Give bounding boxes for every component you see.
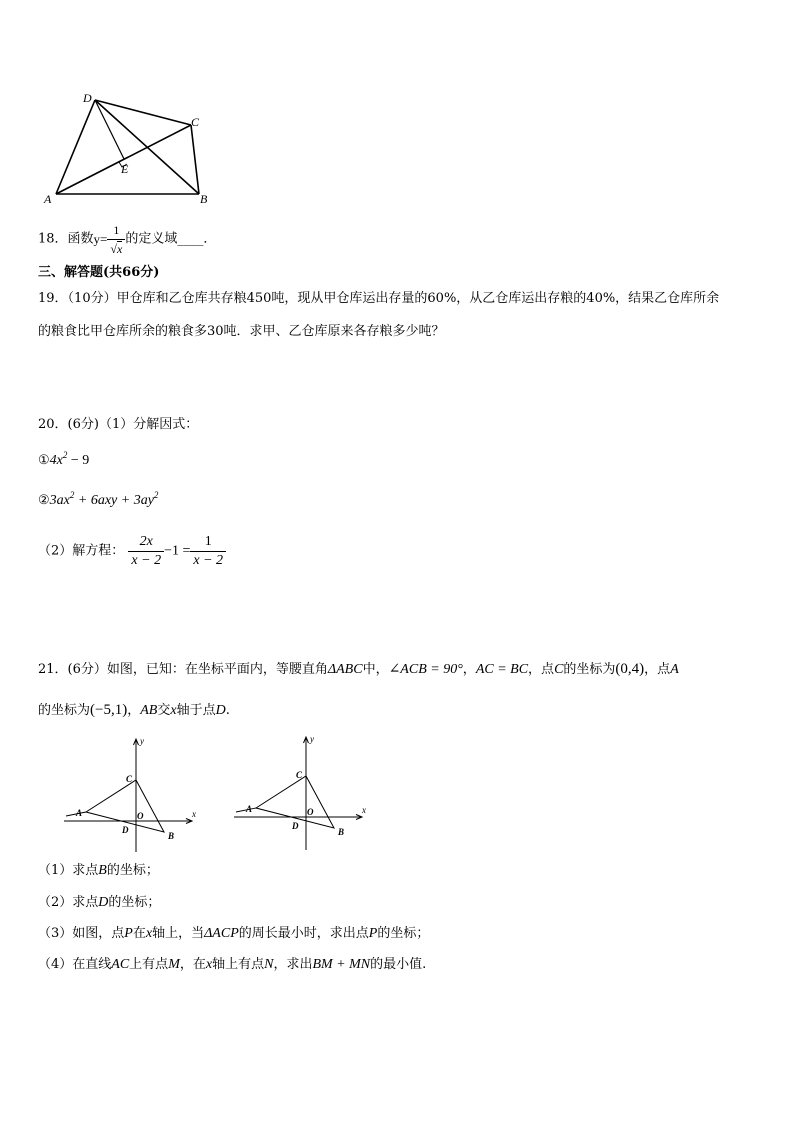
q21-text-e: ，点	[644, 662, 671, 677]
fig2-label-b: B	[168, 831, 175, 841]
q21-text-a: 21．(6分）如图，已知：在坐标平面内，等腰直角	[38, 662, 328, 677]
q21-text-i: 轴于点	[176, 703, 216, 718]
fig3-label-a: A	[246, 804, 253, 814]
q20-item2-mark: ②	[38, 493, 50, 508]
q20-frac2-num: 1	[190, 534, 226, 552]
q21-text-b: 中，	[362, 662, 389, 677]
subq3-x: x	[145, 926, 153, 941]
subq1-point-b: B	[98, 863, 107, 878]
q21-point-a: A	[670, 662, 679, 677]
q20-item1-b: − 9	[67, 453, 90, 468]
q20-item2-a: 3ax	[49, 493, 70, 508]
q21-line2	[38, 701, 230, 720]
q20-item1-a: 4x	[49, 453, 63, 468]
fig1-label-b: B	[200, 192, 208, 206]
q20-item1-mark: ①	[38, 453, 50, 468]
q20-part2-label: （2）解方程：	[38, 543, 125, 559]
fig3-label-b: B	[338, 827, 345, 837]
subq3-text-c: 轴上，当	[152, 926, 205, 941]
fig2-label-o: O	[137, 811, 144, 821]
subq4-point-n: N	[264, 957, 274, 972]
subq3-text-b: 在	[132, 926, 146, 941]
figure-coordinate-1	[60, 734, 210, 854]
fig1-label-d: D	[83, 91, 92, 105]
fig3-label-o: O	[307, 807, 314, 817]
fig1-label-e: E	[121, 162, 129, 176]
q21-angle: ∠ACB = 90°	[388, 662, 463, 677]
fig2-label-a: A	[76, 808, 83, 818]
fig2-label-c: C	[126, 774, 133, 784]
subq3-text-d: 的周长最小时，求出点	[238, 926, 369, 941]
q20-frac1-den: x − 2	[131, 553, 162, 568]
q21-sep: ，	[462, 662, 476, 677]
q18-frac-den: √x	[110, 242, 123, 256]
subq4-x: x	[205, 957, 213, 972]
q20-item2-exp2: 2	[153, 490, 159, 500]
fig1-label-a: A	[44, 192, 52, 206]
q21-point-c: C	[554, 662, 564, 677]
subq-1	[38, 862, 159, 880]
fig3-label-d: D	[292, 821, 299, 831]
q19-line1: 19．（10分）甲仓库和乙仓库共存粮450吨，现从甲仓库运出存量的60%，从乙仓库运出存粮的40%，结果乙仓库所余	[38, 291, 720, 306]
q21-equal-sides: AC = BC	[475, 662, 529, 677]
q18-fraction	[107, 222, 125, 257]
q20-item1-exp: 2	[62, 450, 68, 460]
subq4-text-a: （4）在直线	[38, 957, 112, 972]
q18-prefix: 18．函数	[38, 231, 94, 247]
fig3-label-c: C	[296, 770, 303, 780]
subq3-point-p: P	[124, 926, 133, 941]
q21-text-f: 的坐标为	[38, 703, 91, 718]
q21-line1	[38, 660, 679, 679]
q20-item1	[38, 452, 89, 470]
fig1-label-c: C	[191, 115, 200, 129]
question-18	[38, 222, 216, 262]
q20-frac1-num: 2x	[128, 534, 164, 552]
q20-head: 20．(6分)（1）分解因式：	[38, 417, 199, 432]
subq-3	[38, 925, 429, 943]
q18-sqrt-arg: x	[116, 242, 123, 256]
q18-y-eq: y=	[93, 231, 108, 247]
q20-part2	[38, 534, 226, 576]
subq-4	[38, 956, 426, 974]
subq4-text-f: 的最小值.	[370, 957, 427, 972]
q20-item2-exp1: 2	[69, 490, 75, 500]
q21-text-g: ，	[127, 703, 141, 718]
q18-suffix: 的定义域____．	[125, 231, 217, 247]
q21-triangle: ΔABC	[327, 662, 363, 677]
subq2-text-b: 的坐标；	[108, 895, 161, 910]
subq4-text-d: 轴上有点	[212, 957, 265, 972]
q21-coord-c: (0,4)	[615, 661, 645, 677]
q20-frac2-den: x − 2	[193, 553, 224, 568]
subq-2	[38, 894, 160, 912]
fig3-label-y: y	[310, 734, 314, 744]
subq2-point-d: D	[98, 895, 109, 910]
figure-coordinate-2	[230, 732, 380, 852]
q21-text-d: 的坐标为	[563, 662, 616, 677]
q21-text-h: 交	[157, 703, 171, 718]
q18-frac-num: 1	[107, 222, 125, 240]
q20-item2	[38, 492, 158, 510]
subq1-text-b: 的坐标；	[106, 863, 159, 878]
subq4-text-b: 上有点	[129, 957, 169, 972]
figure-quadrilateral	[40, 88, 220, 208]
subq2-text-a: （2）求点	[38, 895, 99, 910]
fig2-label-x: x	[192, 809, 196, 819]
fig2-label-d: D	[122, 825, 129, 835]
fig2-label-y: y	[140, 736, 144, 746]
q21-text-j: .	[225, 703, 230, 718]
q21-x-axis: x	[170, 703, 177, 718]
q21-point-d: D	[215, 703, 226, 718]
q21-text-c: ，点	[528, 662, 555, 677]
q19-line2: 的粮食比甲仓库所余的粮食多30吨．求甲、乙仓库原来各存粮多少吨？	[38, 324, 445, 339]
subq4-text-e: ，求出	[273, 957, 313, 972]
subq3-text-a: （3）如图，点	[38, 926, 125, 941]
q20-item2-b: + 6axy + 3ay	[74, 493, 154, 508]
subq4-expression: BM + MN	[312, 957, 371, 972]
subq3-point-p2: P	[368, 926, 378, 941]
subq3-text-e: 的坐标；	[377, 926, 430, 941]
q21-segment-ab: AB	[140, 703, 158, 718]
q20-frac1	[128, 534, 164, 569]
q20-frac2	[190, 534, 226, 569]
subq3-triangle: ΔACP	[204, 926, 239, 941]
subq4-point-m: M	[168, 957, 180, 972]
q21-coord-a: (−5,1)	[90, 702, 128, 718]
subq1-text-a: （1）求点	[38, 863, 99, 878]
q20-eq-mid: −1 =	[164, 543, 191, 559]
subq4-line-ac: AC	[111, 957, 130, 972]
subq4-text-c: ，在	[179, 957, 206, 972]
fig3-label-x: x	[362, 805, 366, 815]
section-heading: 三、解答题(共66分)	[38, 265, 160, 280]
